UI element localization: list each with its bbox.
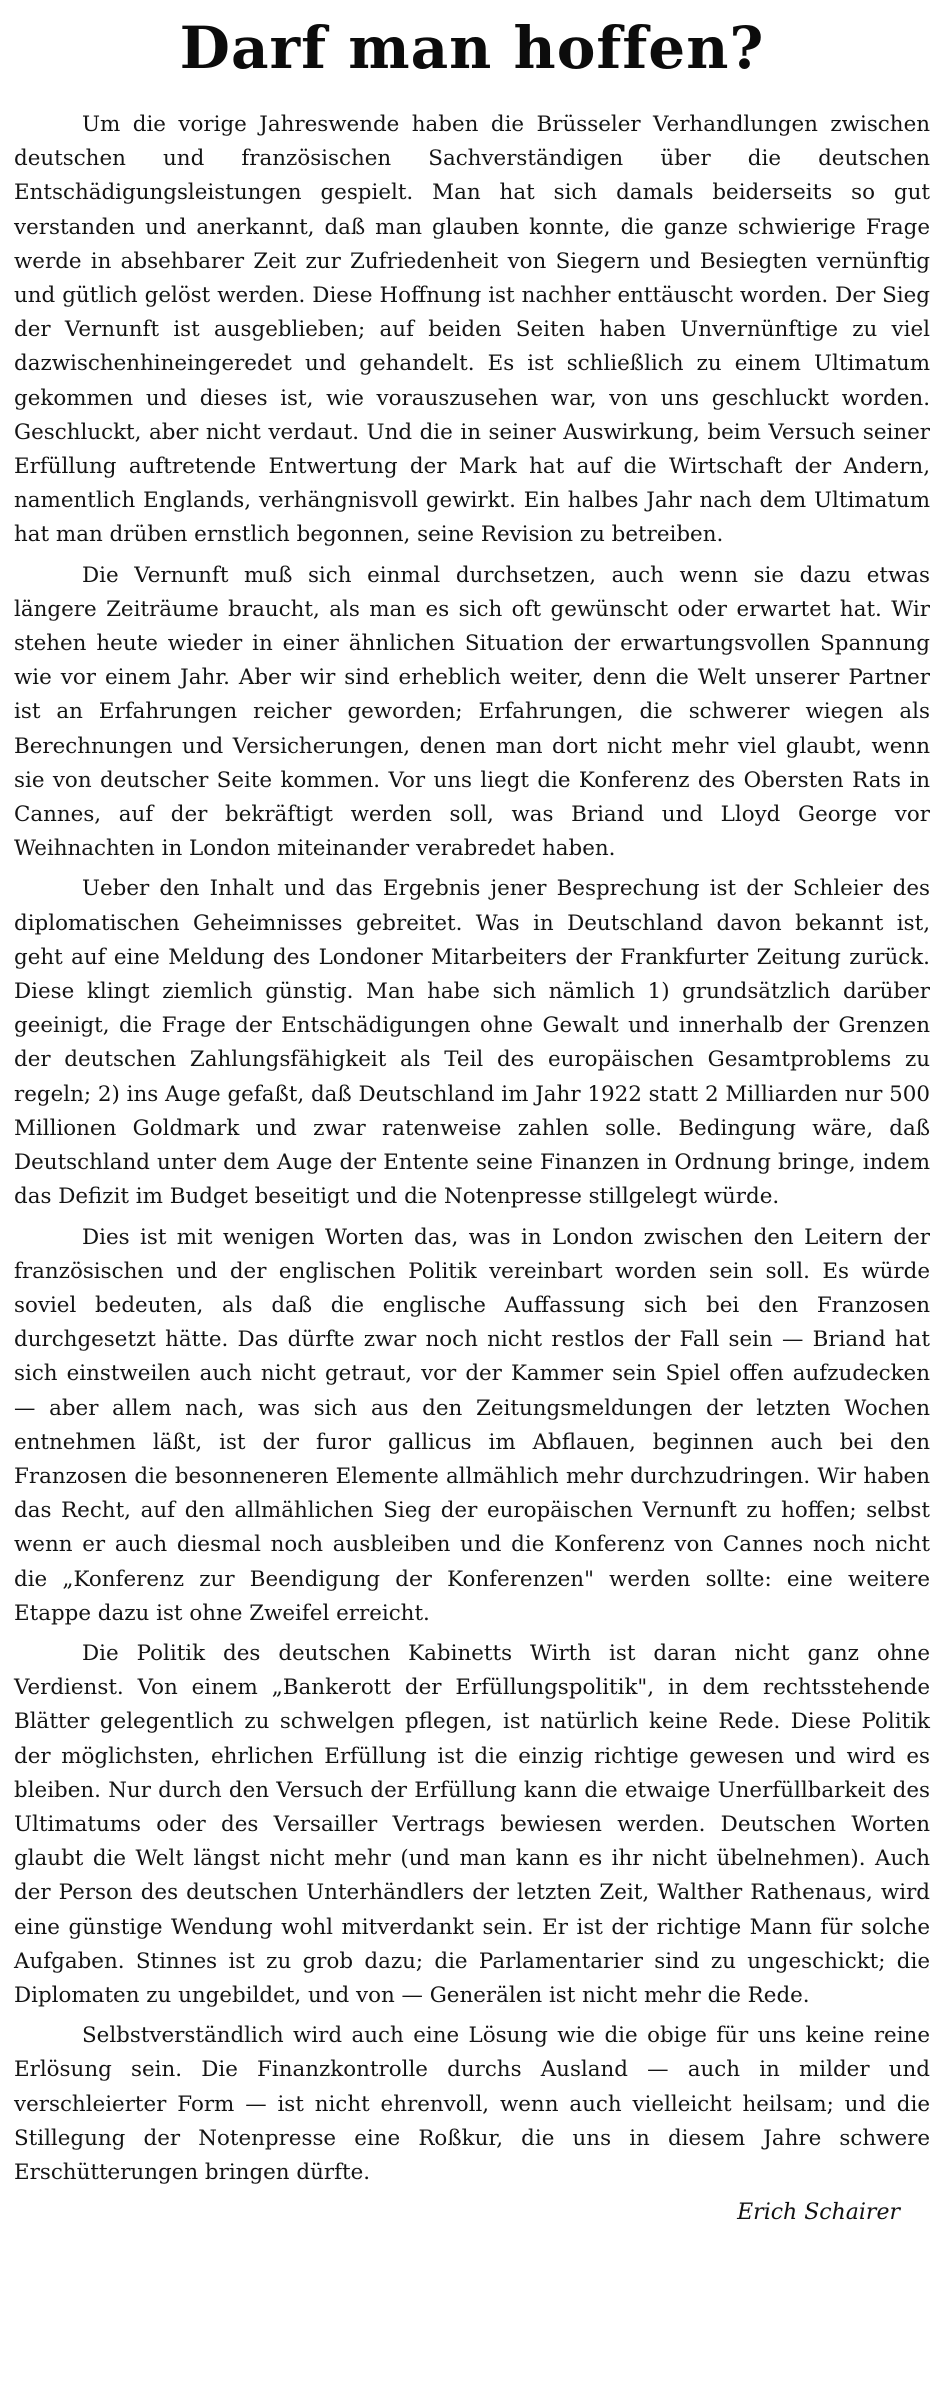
article-paragraph-1: Um die vorige Jahreswende haben die Brüsseler Verhandlungen zwischen deutschen und französischen Sachverständigen über die deutschen Entschädigungsleistungen gespielt. Man hat sich damals beiderseits so gut verstanden und anerkannt, daß man glauben konnte, die ganze schwierige Frage werde in absehbarer Zeit zur Zufriedenheit von Siegern und Besiegten vernünftig und gütlich gelöst werden. Diese Hoffnung ist nachher enttäuscht worden. Der Sieg der Vernunft ist ausgeblieben; auf beiden Seiten haben Unvernünftige zu viel dazwischenhineingeredet und gehandelt. Es ist schließlich zu einem Ultimatum gekommen und dieses ist, wie vorauszusehen war, von uns geschluckt worden. Geschluckt, aber nicht verdaut. Und die in seiner Auswirkung, beim Versuch seiner Erfüllung auftretende Entwertung der Mark hat auf die Wirtschaft der Andern, namentlich Englands, verhängnisvoll gewirkt. Ein halbes Jahr nach dem Ultimatum hat man drüben ernstlich begonnen, seine Revision zu betreiben. bbox=[14, 112, 930, 548]
article-paragraph-6: Selbstverständlich wird auch eine Lösung wie die obige für uns keine reine Erlösung sein. Die Finanzkontrolle durchs Ausland — auch in milder und verschleierter Form — ist nicht ehrenvoll, wenn auch vielleicht heilsam; und die Stillegung der Notenpresse eine Roßkur, die uns in diesem Jahre schwere Erschütterungen bringen dürfte. bbox=[14, 2023, 930, 2185]
article-paragraph-5: Die Politik des deutschen Kabinetts Wirth ist daran nicht ganz ohne Verdienst. Von einem „Bankerott der Erfüllungspolitik", in dem rechtsstehende Blätter gelegentlich zu schwelgen pflegen, ist natürlich keine Rede. Diese Politik der möglichsten, ehrlichen Erfüllung ist die einzig richtige gewesen und wird es bleiben. Nur durch den Versuch der Erfüllung kann die etwaige Unerfüllbarkeit des Ultimatums oder des Versailler Vertrags bewiesen werden. Deutschen Worten glaubt die Welt längst nicht mehr (und man kann es ihr nicht übelnehmen). Auch der Person des deutschen Unterhändlers der letzten Zeit, Walther Rathenaus, wird eine günstige Wendung wohl mitverdankt sein. Er ist der richtige Mann für solche Aufgaben. Stinnes ist zu grob dazu; die Parlamentarier sind zu ungeschickt; die Diplomaten zu ungebildet, und von — Generälen ist nicht mehr die Rede. bbox=[14, 1640, 930, 2008]
author-byline: Erich Schairer bbox=[737, 2200, 900, 2226]
article-body bbox=[14, 108, 930, 2190]
article-paragraph-3: Ueber den Inhalt und das Ergebnis jener Besprechung ist der Schleier des diplomatischen Geheimnisses gebreitet. Was in Deutschland davon bekannt ist, geht auf eine Meldung des Londoner Mitarbeiters der Frankfurter Zeitung zurück. Diese klingt ziemlich günstig. Man habe sich nämlich 1) grundsätzlich darüber geeinigt, die Frage der Entschädigungen ohne Gewalt und innerhalb der Grenzen der deutschen Zahlungsfähigkeit als Teil des europäischen Gesamtproblems zu regeln; 2) ins Auge gefaßt, daß Deutschland im Jahr 1922 statt 2 Milliarden nur 500 Millionen Goldmark und zwar ratenweise zahlen solle. Bedingung wäre, daß Deutschland unter dem Auge der Entente seine Finanzen in Ordnung bringe, indem das Defizit im Budget beseitigt und die Notenpresse stillgelegt würde. bbox=[14, 876, 930, 1210]
article-paragraph-2: Die Vernunft muß sich einmal durchsetzen, auch wenn sie dazu etwas längere Zeiträume braucht, als man es sich oft gewünscht oder erwartet hat. Wir stehen heute wieder in einer ähnlichen Situation der erwartungsvollen Spannung wie vor einem Jahr. Aber wir sind erheblich weiter, denn die Welt unserer Partner ist an Erfahrungen reicher geworden; Erfahrungen, die schwerer wiegen als Berechnungen und Versicherungen, denen man dort nicht mehr viel glaubt, wenn sie von deutscher Seite kommen. Vor uns liegt die Konferenz des Obersten Rats in Cannes, auf der bekräftigt werden soll, was Briand und Lloyd George vor Weihnachten in London miteinander verabredet haben. bbox=[14, 562, 930, 862]
article-headline: Darf man hoffen? bbox=[179, 14, 765, 82]
article-paragraph-4: Dies ist mit wenigen Worten das, was in London zwischen den Leitern der französischen und der englischen Politik vereinbart worden sein soll. Es würde soviel bedeuten, als daß die englische Auffassung sich bei den Franzosen durchgesetzt hätte. Das dürfte zwar noch nicht restlos der Fall sein — Briand hat sich einstweilen auch nicht getraut, vor der Kammer sein Spiel offen aufzudecken — aber allem nach, was sich aus den Zeitungsmeldungen der letzten Wochen entnehmen läßt, ist der furor gallicus im Abflauen, beginnen auch bei den Franzosen die besonneneren Elemente allmählich mehr durchzudringen. Wir haben das Recht, auf den allmählichen Sieg der europäischen Vernunft zu hoffen; selbst wenn er auch diesmal noch ausbleiben und die Konferenz von Cannes noch nicht die „Konferenz zur Beendigung der Konferenzen" werden sollte: eine weitere Etappe dazu ist ohne Zweifel erreicht. bbox=[14, 1224, 930, 1626]
